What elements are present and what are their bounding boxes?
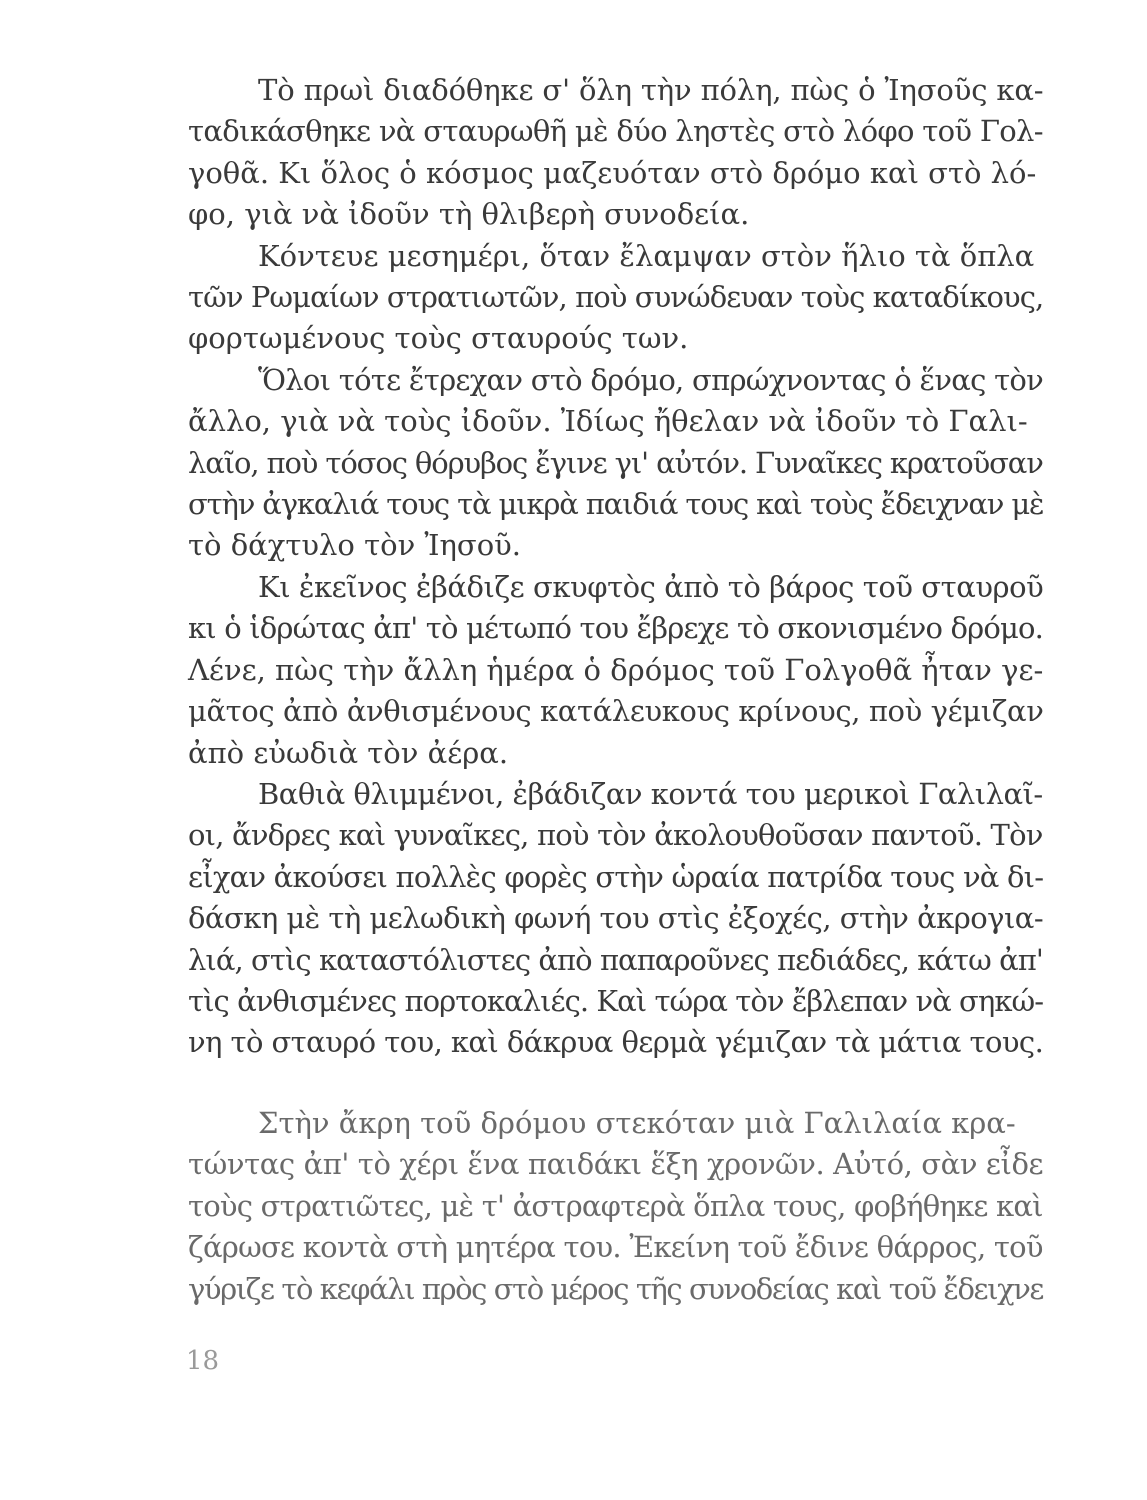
text-line: Κόντευε μεσημέρι, ὅταν ἔλαμψαν στὸν ἥλιο τὰ ὅπλα bbox=[258, 238, 1035, 273]
text-line: στὴν ἀγκαλιά τους τὰ μικρὰ παιδιά τους καὶ τοὺς ἔδειχναν μὲ bbox=[188, 487, 1044, 522]
text-line: μᾶτος ἀπὸ ἀνθισμένους κατάλευκους κρίνους, ποὺ γέμιζαν bbox=[188, 694, 1044, 729]
paragraph-3 bbox=[188, 360, 1043, 567]
text-line: νη τὸ σταυρό του, καὶ δάκρυα θερμὰ γέμιζαν τὰ μάτια τους. bbox=[188, 1025, 1044, 1060]
text-line: Βαθιὰ θλιμμένοι, ἐβάδιζαν κοντά του μερικοὶ Γαλιλαῖ- bbox=[258, 776, 1043, 811]
text-line: τώντας ἀπ' τὸ χέρι ἕνα παιδάκι ἕξη χρονῶν. Αὐτό, σὰν εἶδε bbox=[188, 1147, 1044, 1182]
text-line: Τὸ πρωὶ διαδόθηκε σ' ὅλη τὴν πόλη, πὼς ὁ Ἰησοῦς κα- bbox=[258, 73, 1044, 107]
text-line: ζάρωσε κοντὰ στὴ μητέρα του. Ἐκείνη τοῦ ἔδινε θάρρος, τοῦ bbox=[188, 1230, 1043, 1265]
text-line: φο, γιὰ νὰ ἰδοῦν τὴ θλιβερὴ συνοδεία. bbox=[188, 197, 750, 232]
text-line: ἀπὸ εὐωδιὰ τὸν ἀέρα. bbox=[188, 735, 509, 770]
text-line: Στὴν ἄκρη τοῦ δρόμου στεκόταν μιὰ Γαλιλαία κρα- bbox=[258, 1106, 1016, 1140]
text-line: τὸ δάχτυλο τὸν Ἰησοῦ. bbox=[188, 528, 522, 563]
text-line: εἶχαν ἀκούσει πολλὲς φορὲς στὴν ὡραία πατρίδα τους νὰ δι- bbox=[188, 859, 1044, 894]
text-line: Λένε, πὼς τὴν ἄλλη ἡμέρα ὁ δρόμος τοῦ Γολγοθᾶ ἦταν γε- bbox=[188, 652, 1044, 687]
text-line: οι, ἄνδρες καὶ γυναῖκες, ποὺ τὸν ἀκολουθοῦσαν παντοῦ. Τὸν bbox=[188, 818, 1043, 853]
paragraph-6 bbox=[188, 1103, 1043, 1310]
text-block-upper bbox=[188, 70, 1043, 1064]
text-line: λαῖο, ποὺ τόσος θόρυβος ἔγινε γι' αὐτόν. Γυναῖκες κρατοῦσαν bbox=[188, 445, 1043, 480]
page-number: 18 bbox=[186, 1346, 220, 1376]
paragraph-2 bbox=[188, 236, 1043, 360]
text-line: γύριζε τὸ κεφάλι πρὸς στὸ μέρος τῆς συνοδείας καὶ τοῦ ἔδειχνε bbox=[188, 1271, 1044, 1306]
paragraph-1 bbox=[188, 70, 1043, 236]
text-line: Ὅλοι τότε ἔτρεχαν στὸ δρόμο, σπρώχνοντας ὁ ἕνας τὸν bbox=[258, 362, 1044, 397]
text-line: τὶς ἀνθισμένες πορτοκαλιές. Καὶ τώρα τὸν ἔβλεπαν νὰ σηκώ- bbox=[188, 983, 1044, 1018]
text-line: Κι ἐκεῖνος ἐβάδιζε σκυφτὸς ἀπὸ τὸ βάρος τοῦ σταυροῦ bbox=[258, 569, 1044, 604]
text-line: ταδικάσθηκε νὰ σταυρωθῆ μὲ δύο ληστὲς στὸ λόφο τοῦ Γολ- bbox=[188, 114, 1043, 149]
text-line: γοθᾶ. Κι ὅλος ὁ κόσμος μαζευόταν στὸ δρόμο καὶ στὸ λό- bbox=[188, 155, 1037, 190]
text-block-lower bbox=[188, 1103, 1043, 1310]
text-line: δάσκη μὲ τὴ μελωδικὴ φωνή του στὶς ἐξοχές, στὴν ἀκρογια- bbox=[188, 901, 1044, 936]
text-line: ἄλλο, γιὰ νὰ τοὺς ἰδοῦν. Ἰδίως ἤθελαν νὰ ἰδοῦν τὸ Γαλι- bbox=[188, 404, 1028, 439]
paragraph-4 bbox=[188, 567, 1043, 774]
text-line: λιά, στὶς καταστόλιστες ἀπὸ παπαροῦνες πεδιάδες, κάτω ἀπ' bbox=[188, 942, 1043, 977]
paragraph-5 bbox=[188, 774, 1043, 1064]
text-line: φορτωμένους τοὺς σταυρούς των. bbox=[188, 321, 689, 356]
text-line: τοὺς στρατιῶτες, μὲ τ' ἀστραφτερὰ ὅπλα τους, φοβήθηκε καὶ bbox=[188, 1188, 1043, 1223]
text-line: κι ὁ ἱδρώτας ἀπ' τὸ μέτωπό του ἔβρεχε τὸ σκονισμένο δρόμο. bbox=[188, 611, 1043, 646]
text-line: τῶν Ρωμαίων στρατιωτῶν, ποὺ συνώδευαν τοὺς καταδίκους, bbox=[188, 280, 1044, 315]
